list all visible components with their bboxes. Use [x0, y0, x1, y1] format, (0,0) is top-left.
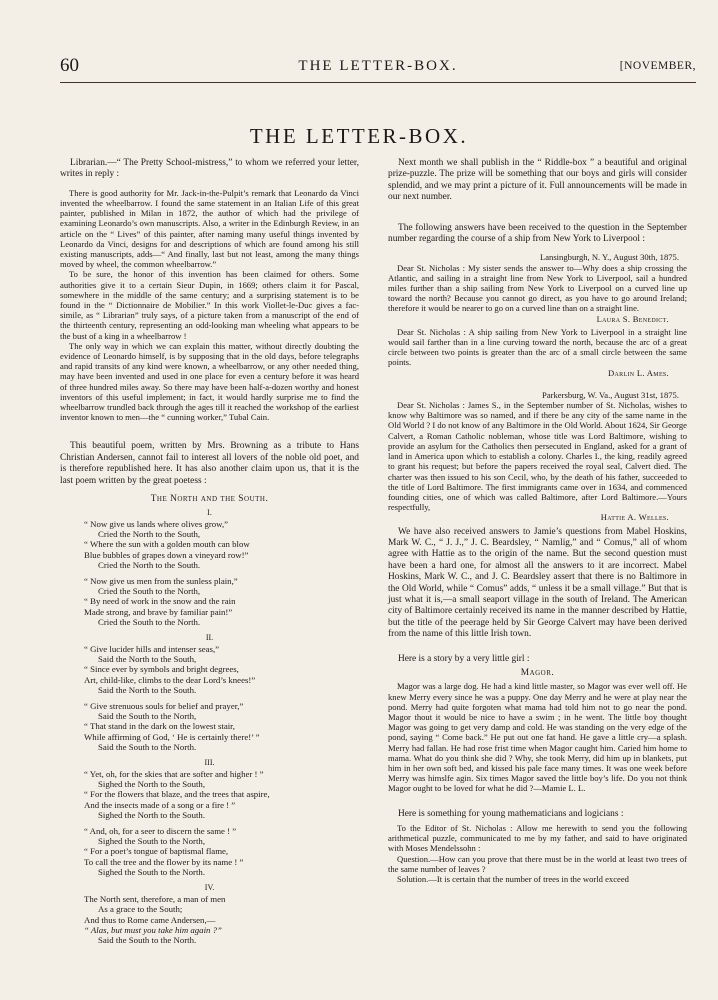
letter-body: Dear St. Nicholas : My sister sends the answer to—Why does a ship crossing the Atlantic, and sailing in a straight line from New York to Liverpool, sail a hundred miles further than a ship sailing from New York to Liverpool on a curved line up toward the north? Because you cannot go direct, as you have to go around Ireland; therefore it would be nearer to go on a curved line than on a straight line.: [388, 262, 687, 314]
baltimore-note: We have also received answers to Jamie’s questions from Mabel Hoskins, Mark W. C., “ J. J.,” J. C. Beardsley, “ Namlig,” and “ Comus,” all of whom agree with Hattie as to the origin of the name. But the second question must have been a hard one, for almost all the answers to it are incorrect. Mabel Hoskins, Mark W. C., and J. C. Beardsley assert that there is no Baltimore in the Old World, while “ Comus” adds, “ unless it be a small village.” But that is just what it is,—a small seaport village in the south of Ireland. The American city of Baltimore certainly received its name in the manner described by Hattie, but the title of the peerage held by Sir George Calvert may have been derived from the name of this little Irish town.: [388, 526, 687, 640]
math-solution: Solution.—It is certain that the number of trees in the world exceed: [397, 874, 629, 885]
poem-title: The North and the South.: [150, 494, 269, 505]
letter-body: Dear St. Nicholas : James S., in the September number of St. Nicholas, wishes to know why Baltimore was so named, and if there be any city of the same name in the Old World ? I do not know of any Baltimore in the Old World. About 1624, Sir George Calvert, a Roman Catholic nobleman, whose title was Lord Baltimore, wishing to provide an asylum for the Catholics then persecuted in England, asked for a grant of land in America upon which to establish a colony. Charles I., the king, readily agreed to grant his request; but before the papers received the royal seal, Calvert died. The charter was then issued to his son Cecil, who, by the death of his father, succeeded to the title of Lord Baltimore. The first immigrants came over in 1634, and commenced founding cities, one of which was called Baltimore, after Lord Baltimore.—Yours respectfully,: [388, 400, 687, 513]
letter-body: Dear St. Nicholas : A ship sailing from New York to Liverpool in a straight line would sail farther than in a line curving toward the north, because the arc of a great circle between two points is greater than the arc of a small circle between the same points.: [388, 326, 687, 368]
poem-stanza: [60, 826, 359, 878]
poem-line: Cried the North to the South.: [98, 560, 201, 571]
header-rule: [60, 82, 696, 83]
poem-line: “ For a poet’s tongue of baptismal flame,: [84, 846, 229, 857]
poem-part-number: II.: [205, 632, 214, 642]
poem-line: “ Alas, but must you take him again ?”: [84, 924, 222, 935]
poem-part-number: III.: [204, 757, 215, 767]
poem-line: “ Now give us men from the sunless plain,”: [84, 575, 238, 586]
math-letter: To the Editor of St. Nicholas : Allow me herewith to send you the following arithmetical puzzle, communicated to me by my father, and said to have originated with Moses Mendelssohn :: [388, 823, 687, 854]
poem-line: Said the South to the North.: [98, 742, 197, 753]
poem-line: The North sent, therefore, a man of men: [84, 893, 226, 904]
poem-line: “ And, oh, for a seer to discern the same ! ”: [84, 825, 237, 836]
story-text: Magor was a large dog. He had a kind little master, so Magor was ever well off. He knew Merry every since he was a puppy. One day Merry and he were at play near the pond. Merry had quite forgoten what mama had told him not to go near the pond. Magor thout it would be nice to have a swim ; in he went. The little boy thought Magor was going to get very damp and cold. He was standing on the very edge of the pond, saying “ Come back.” He put out one fat hand. He gave a little cry—a splash. Merry had fallan. He had rose frist time when Magor caught him. Caried him home to mama. What do you think she did ? Why, she took Merry, did him up in blankets, put him in her own soft bed, and kissed his pale face many times. It was one week before Merry was himslfe agin. Six times Magor saved the little boy’s life. Do you not think Magor ought to be loved for what he did ?—Mamie L. L.: [388, 681, 687, 794]
poem-line: To call the tree and the flower by its name ! ”: [84, 856, 244, 867]
poem-line: Cried the North to the South,: [98, 528, 201, 539]
wheelbarrow-paragraph: To be sure, the honor of this invention has been claimed for others. Some authorities give it to a certain Sieur Dupin, in 1669; others claim it for Pascal, somewhere in the middle of the same century; and a surprising statement is to be found in the “ Dictionnaire de Mobilier.” In this work Viollet-le-Duc gives a fac-simile, as “ Librarian” truly says, of a picture taken from a manuscript of the end of the thirteenth century, representing an odd-looking man wheeling what appears to be the bust of a king in a wheelbarrow !: [60, 269, 359, 341]
poem-line: Cried the South to the North,: [98, 585, 201, 596]
poem-line: Blue bubbles of grapes down a vineyard row!”: [84, 549, 249, 560]
answers-intro: The following answers have been received to the question in the September number regarding the course of a ship from New York to Liverpool :: [388, 222, 687, 245]
running-title: THE LETTER-BOX.: [298, 58, 458, 74]
poem-part-number: I.: [207, 507, 212, 517]
poem-stanza: [60, 644, 359, 696]
story-title: Magor.: [520, 667, 555, 678]
running-header: [60, 56, 696, 76]
poem-line: Said the South to the North.: [98, 935, 197, 946]
poem-line: Sighed the North to the South.: [98, 810, 206, 821]
poem-part-number: IV.: [204, 882, 215, 892]
poem-line: As a grace to the South;: [98, 904, 183, 915]
poem-line: Said the South to the North,: [98, 711, 197, 722]
poem-stanza: [60, 701, 359, 753]
poem-line: “ By need of work in the snow and the rain: [84, 596, 236, 607]
poem-line: Said the North to the South.: [98, 685, 197, 696]
letter-ames: [388, 327, 687, 378]
math-question: Question.—How can you prove that there must be in the world at least two trees of the same number of leaves ?: [388, 853, 687, 874]
poem-line: Said the North to the South,: [98, 653, 197, 664]
poem-intro: This beautiful poem, written by Mrs. Browning as a tribute to Hans Christian Andersen, cannot fail to interest all lovers of the noble old poet, and is therefore republished here. It has also another claim upon us, that it is the last poem written by the great poetess :: [60, 441, 359, 486]
letter-welles: [388, 390, 687, 523]
poem-stanza: [60, 769, 359, 821]
wheelbarrow-paragraph: There is good authority for Mr. Jack-in-the-Pulpit’s remark that Leonardo da Vinci invented the wheelbarrow. I found the same statement in an Italian Life of this great painter, published in Milan in 1872, the author of which had the privilege of examining Leonardo’s own manuscripts. Also, a writer in the Edinburgh Review, in an article on the “ Lives” of this painter, after naming many useful things invented by Leonardo da Vinci, designs for and descriptions of which are found among his still existing manuscripts, adds—“ And finally, last but not least, among the many things moved by wheel, the common wheelbarrow.”: [60, 187, 359, 270]
poem-stanza: [60, 894, 359, 946]
poem-line: And thus to Rome came Andersen,—: [84, 914, 216, 925]
letter-signature: Hattie A. Welles.: [600, 512, 669, 523]
wheelbarrow-paragraph: The only way in which we can explain this matter, without directly doubting the evidence of Leonardo himself, is by supposing that in the old days, before telegraphs and rapid transits of any kind were known, a wheelbarrow, or any other needed thing, may have been invented and used in one place for even a century before it was heard of three hundred miles away. So there may have been half-a-dozen worthy and honest inventors of this useful implement; in fact, it would hardly surprise me to find the wheelbarrow trundled back through the ages till it reached the workshop of the earliest inventor known to men—the “ cunning worker,” Tubal Cain.: [60, 340, 359, 423]
running-month: [NOVEMBER,: [619, 60, 696, 72]
letter-dateline: Parkersburg, W. Va., August 31st, 1875.: [542, 389, 679, 400]
letter-signature: Laura S. Benedict.: [596, 313, 669, 324]
poem-line: Sighed the North to the South,: [98, 779, 206, 790]
poem-line: “ For the flowers that blaze, and the trees that aspire,: [84, 789, 270, 800]
page-title: THE LETTER-BOX.: [249, 124, 469, 148]
poem-line: Cried the South to the North.: [98, 617, 201, 628]
poem-line: Sighed the South to the North.: [98, 867, 206, 878]
poem-line: Made strong, and brave by familiar pain!”: [84, 606, 233, 617]
poem-line: And the insects made of a song or a fire ! ”: [84, 799, 236, 810]
left-column: [60, 158, 359, 951]
poem-line: “ Now give us lands where olives grow,”: [84, 518, 229, 529]
story-intro: Here is a story by a very little girl :: [398, 653, 530, 664]
letter-dateline: Lansingburgh, N. Y., August 30th, 1875.: [539, 252, 679, 263]
page-number: 60: [60, 55, 79, 76]
poem-line: “ Where the sun with a golden mouth can blow: [84, 539, 250, 550]
poem-line: While affirming of God, ‘ He is certainly there!’ ”: [84, 731, 260, 742]
riddle-announcement: Next month we shall publish in the “ Riddle-box ” a beautiful and original prize-puzzle. The prize will be something that our boys and girls will consider splendid, and we may print a picture of it. Full announcements will be made in our next number.: [388, 158, 687, 203]
wheelbarrow-letter: [60, 188, 359, 423]
poem-stanza: [60, 576, 359, 628]
poem: [60, 508, 359, 946]
poem-line: “ Since ever by symbols and bright degrees,: [84, 664, 239, 675]
librarian-lead: Librarian.—“ The Pretty School-mistress,” to whom we referred your letter, writes in reply :: [60, 158, 359, 180]
letter-benedict: [388, 252, 687, 323]
math-intro: Here is something for young mathematicians and logicians :: [398, 808, 624, 819]
poem-line: “ Yet, oh, for the skies that are softer and higher ! ”: [84, 768, 264, 779]
poem-stanza: [60, 519, 359, 571]
poem-line: “ That stand in the dark on the lowest stair,: [84, 721, 235, 732]
right-column: [388, 158, 687, 884]
poem-line: Art, child-like, climbs to the dear Lord’s knees!”: [84, 674, 256, 685]
poem-line: “ Give lucider hills and intenser seas,”: [84, 643, 220, 654]
poem-line: “ Give strenuous souls for belief and prayer,”: [84, 700, 244, 711]
poem-line: Sighed the South to the North,: [98, 836, 206, 847]
letter-signature: Darlin L. Ames.: [608, 367, 669, 378]
